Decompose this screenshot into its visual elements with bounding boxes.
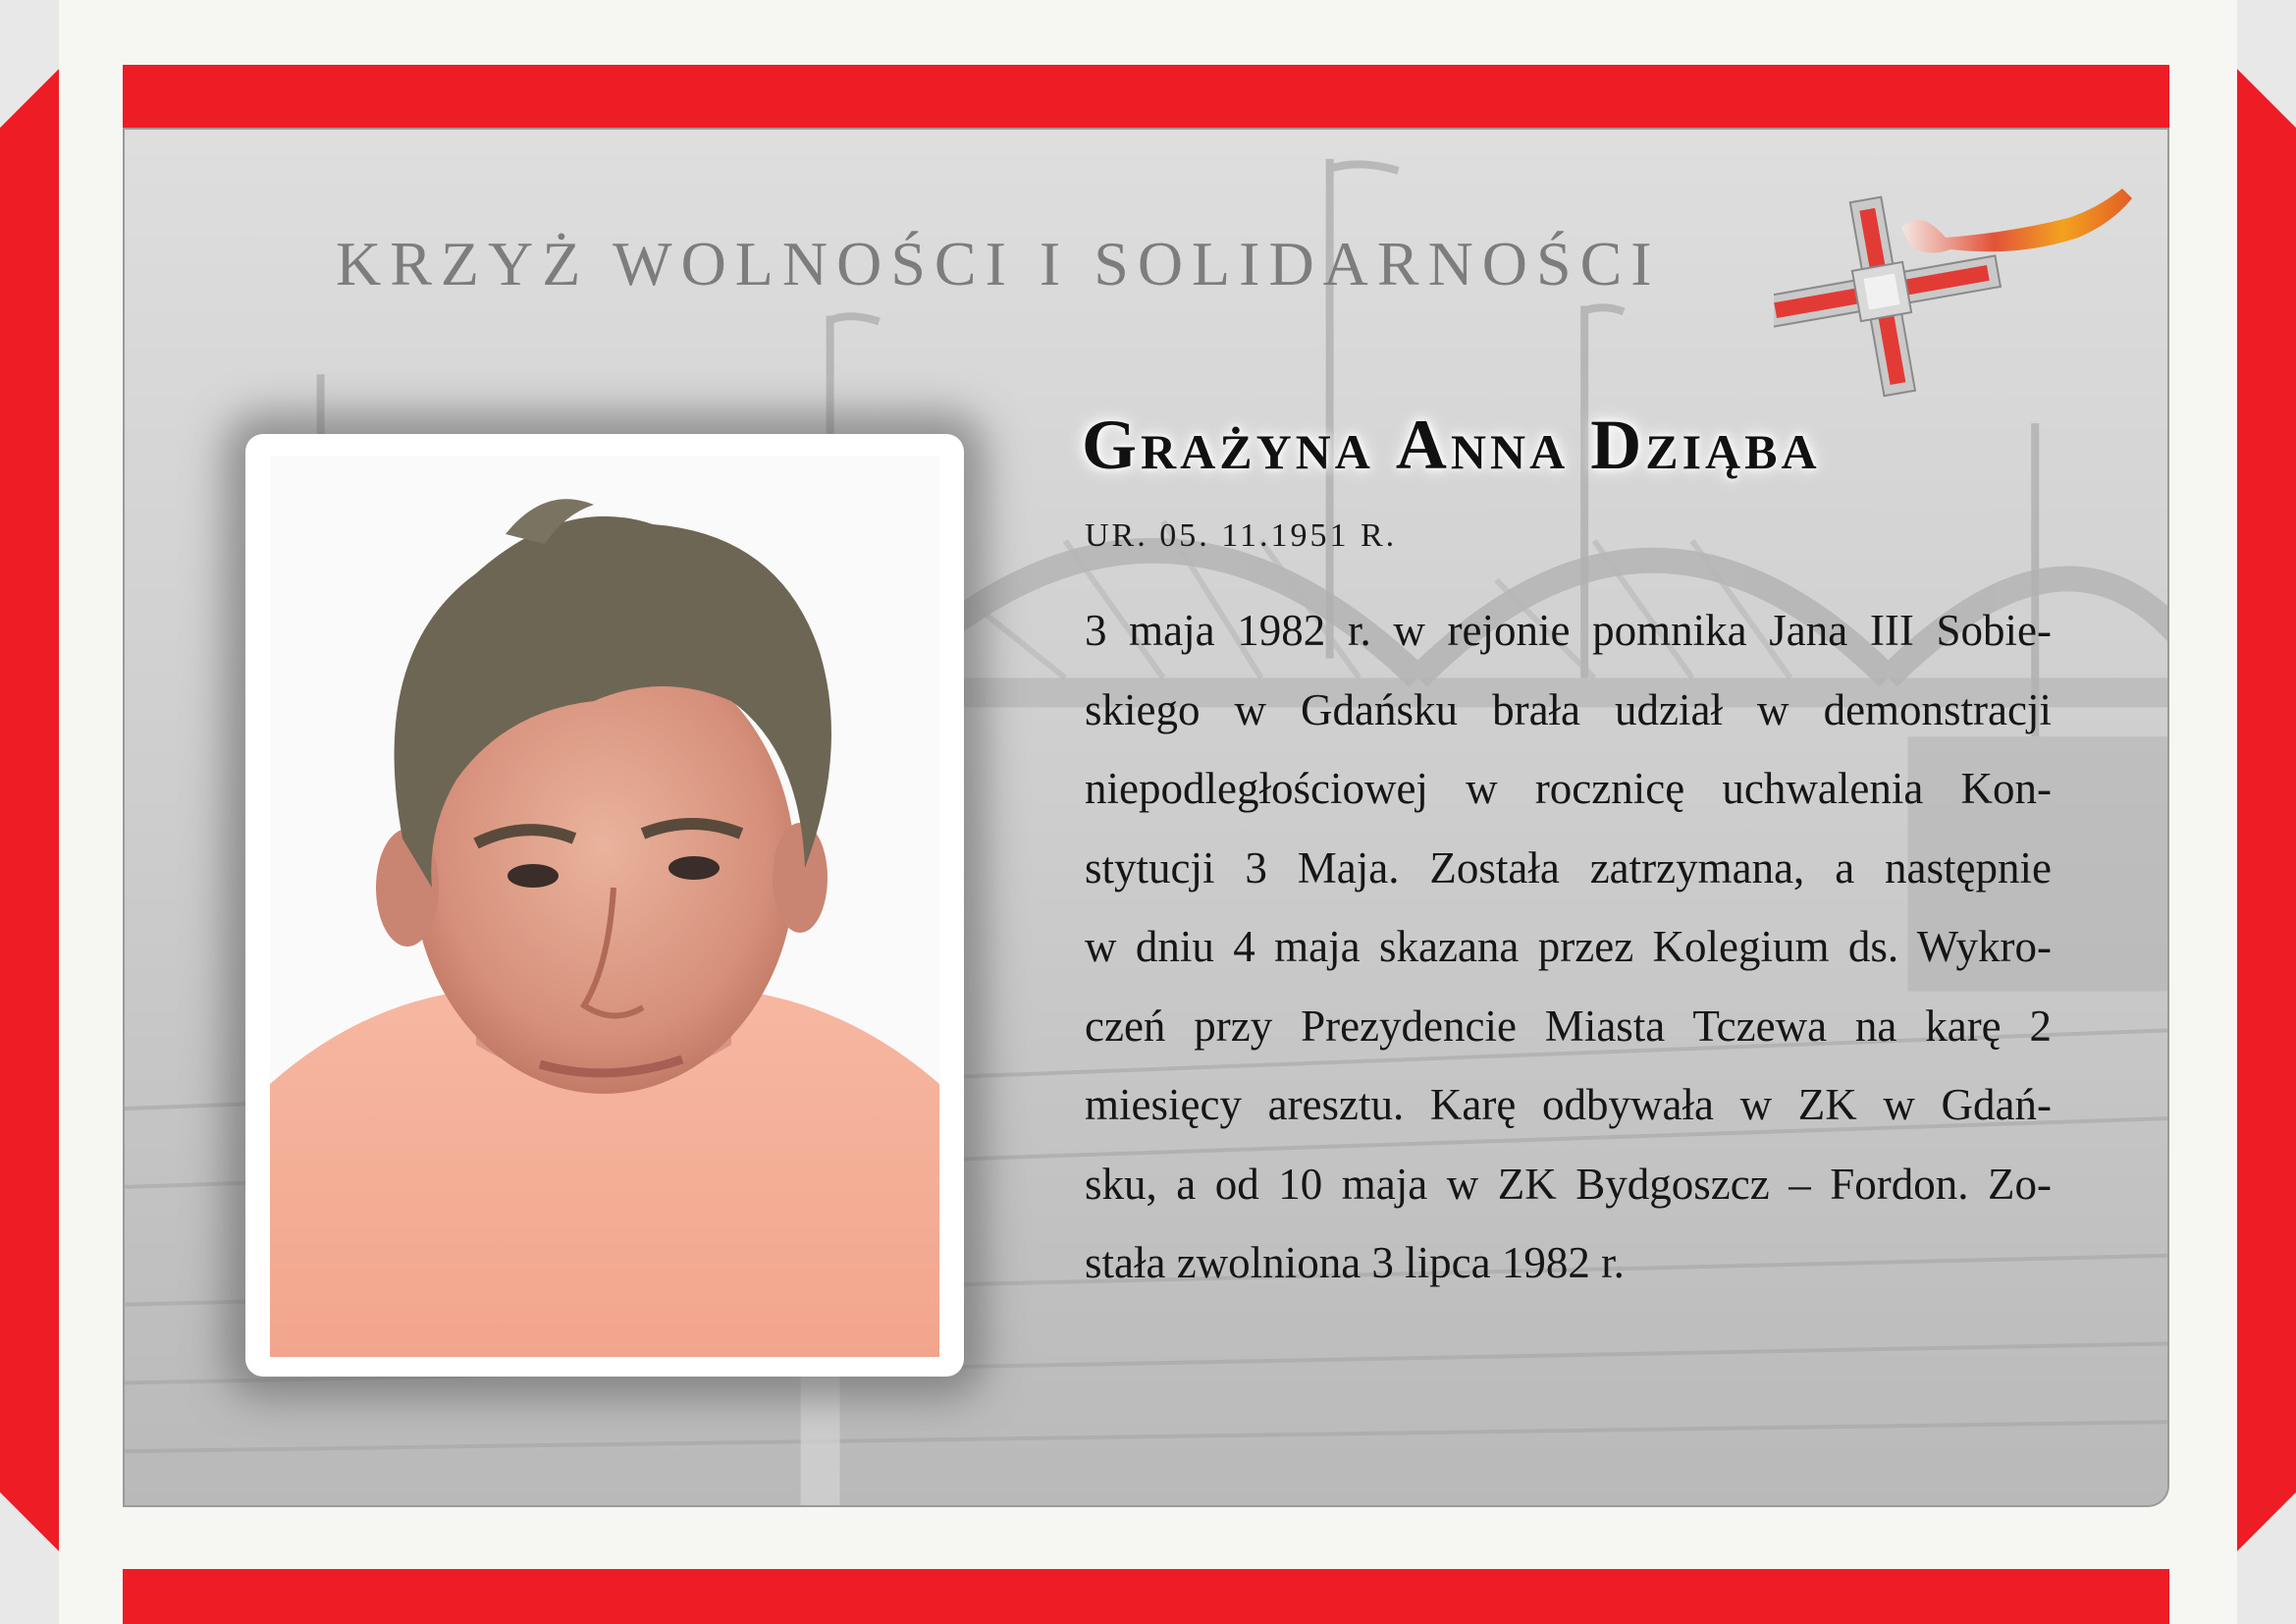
biography-line: 3 maja 1982 r. w rejonie pomnika Jana III Sobie- xyxy=(1085,606,2052,655)
person-name xyxy=(1082,405,1821,486)
biography-line: czeń przy Prezydencie Miasta Tczewa na karę 2 xyxy=(1085,1001,2052,1051)
top-red-bar xyxy=(123,65,2169,128)
bottom-red-bar xyxy=(123,1569,2169,1624)
first-name: Grażyna xyxy=(1082,406,1374,484)
biography-line: miesięcy aresztu. Karę odbywała w ZK w Gdań- xyxy=(1085,1080,2052,1129)
cross-of-freedom-and-solidarity-medal-icon xyxy=(1774,169,2169,405)
birth-date: UR. 05. 11.1951 R. xyxy=(1085,517,1398,554)
portrait-photo xyxy=(270,456,939,1357)
biography-line: skiego w Gdańsku brała udział w demonstracji xyxy=(1085,684,2052,734)
biography-text xyxy=(1085,591,2052,1303)
biography-card xyxy=(123,128,2169,1507)
middle-name: Anna xyxy=(1395,406,1570,484)
biography-line: sku, a od 10 maja w ZK Bydgoszcz – Fordon. Zo- xyxy=(1085,1159,2052,1209)
portrait-frame xyxy=(245,434,964,1377)
biography-line: niepodległościowej w rocznicę uchwalenia Kon- xyxy=(1085,764,2052,813)
biography-line: w dniu 4 maja skazana przez Kolegium ds. Wykro- xyxy=(1085,922,2052,971)
biography-line: stała zwolniona 3 lipca 1982 r. xyxy=(1085,1238,1625,1287)
biography-line: stytucji 3 Maja. Została zatrzymana, a następnie xyxy=(1085,842,2052,893)
award-title: KRZYŻ WOLNOŚCI I SOLIDARNOŚCI xyxy=(336,229,1661,298)
last-name: Dziąba xyxy=(1590,406,1821,484)
